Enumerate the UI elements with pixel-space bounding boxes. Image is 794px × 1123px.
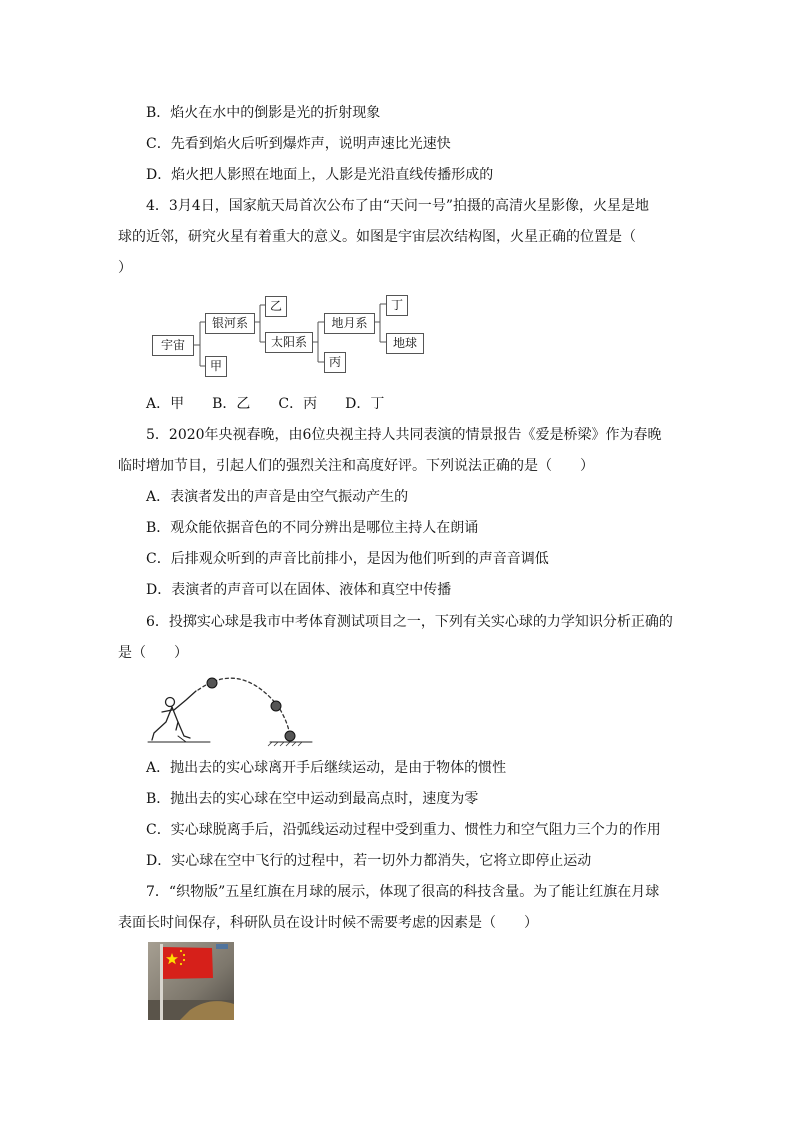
q5-option-d: D．表演者的声音可以在固体、液体和真空中传播 (146, 582, 452, 598)
q4-stem-line-1: 4．3月4日，国家航天局首次公布了由“天问一号”拍摄的高清火星影像，火星是地 (146, 198, 650, 214)
q5-stem-line-2: 临时增加节目，引起人们的强烈关注和高度好评。下列说法正确的是（ ） (118, 458, 594, 474)
option-c: C．先看到焰火后听到爆炸声，说明声速比光速快 (146, 136, 451, 152)
node-universe: 宇宙 (152, 335, 194, 356)
q5-stem-line-1: 5．2020年央视春晚，由6位央视主持人共同表演的情景报告《爱是桥梁》作为春晚 (146, 427, 662, 443)
node-earth: 地球 (386, 333, 424, 354)
china-flag-icon (163, 947, 213, 979)
q6-option-c: C．实心球脱离手后，沿弧线运动过程中受到重力、惯性力和空气阻力三个力的作用 (146, 822, 661, 838)
q6-option-a: A．抛出去的实心球离开手后继续运动，是由于物体的惯性 (146, 760, 507, 776)
q7-stem-line-2: 表面长时间保存，科研队员在设计时候不需要考虑的因素是（ ） (118, 915, 538, 931)
node-bing: 丙 (324, 352, 346, 373)
q6-stem-line-1: 6．投掷实心球是我市中考体育测试项目之一，下列有关实心球的力学知识分析正确的 (146, 614, 673, 630)
q4-stem-line-2: 球的近邻，研究火星有着重大的意义。如图是宇宙层次结构图，火星正确的位置是（ (118, 229, 636, 245)
q5-option-b: B．观众能依据音色的不同分辨出是哪位主持人在朗诵 (146, 520, 479, 536)
q6-option-d: D．实心球在空中飞行的过程中，若一切外力都消失，它将立即停止运动 (146, 853, 592, 869)
node-ding: 丁 (386, 295, 408, 316)
option-d: D．焰火把人影照在地面上，人影是光沿直线传播形成的 (146, 167, 494, 183)
q4-stem-line-3: ） (118, 260, 132, 276)
node-jia: 甲 (205, 356, 227, 377)
q4-options: A．甲 B．乙 C．丙 D．丁 (146, 396, 385, 412)
node-solar-system: 太阳系 (265, 332, 313, 353)
q6-stem-line-2: 是（ ） (118, 645, 188, 661)
node-yi: 乙 (265, 296, 287, 317)
node-milky-way: 银河系 (205, 313, 255, 334)
q7-stem-line-1: 7．“织物版”五星红旗在月球的展示，体现了很高的科技含量。为了能让红旗在月球 (146, 884, 660, 900)
q5-option-a: A．表演者发出的声音是由空气振动产生的 (146, 489, 409, 505)
q6-option-b: B．抛出去的实心球在空中运动到最高点时，速度为零 (146, 791, 479, 807)
option-b: B．焰火在水中的倒影是光的折射现象 (146, 105, 381, 121)
node-earth-moon-system: 地月系 (324, 313, 375, 334)
q5-option-c: C．后排观众听到的声音比前排小，是因为他们听到的声音音调低 (146, 551, 549, 567)
